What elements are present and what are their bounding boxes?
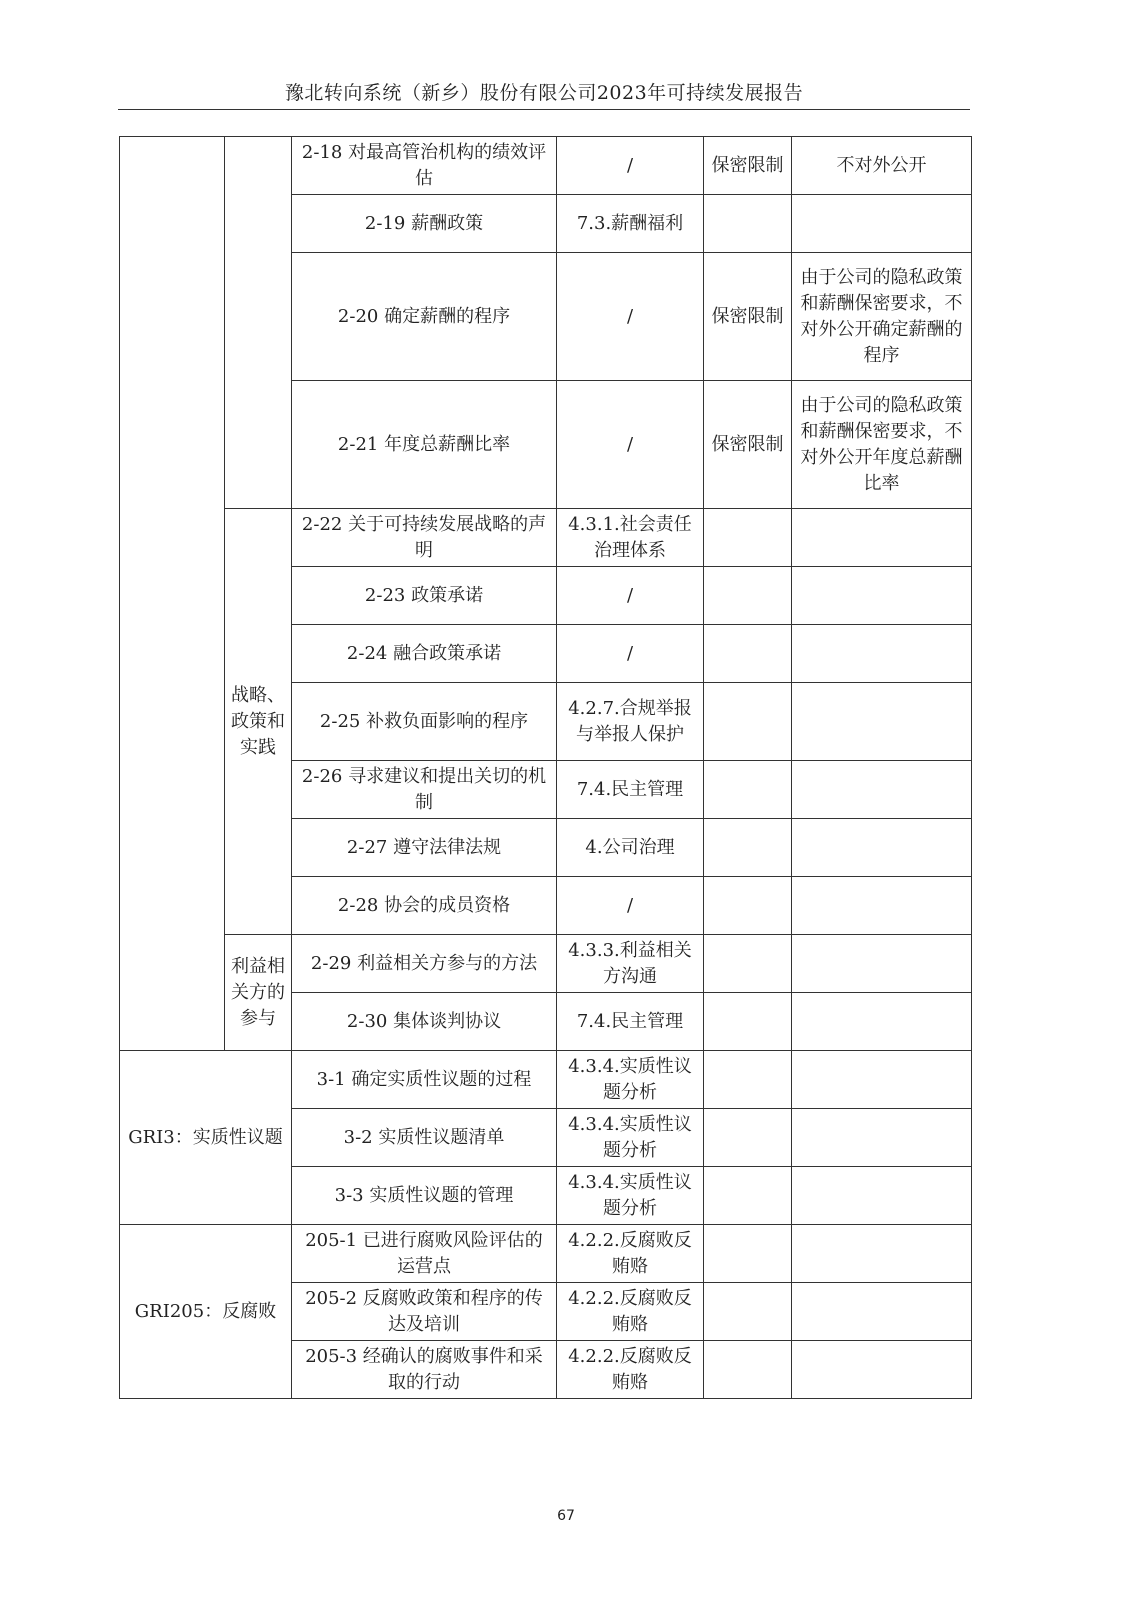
reason-cell bbox=[792, 993, 972, 1051]
indicator-cell: 2-25 补救负面影响的程序 bbox=[292, 683, 557, 761]
indicator-cell: 2-18 对最高管治机构的绩效评估 bbox=[292, 137, 557, 195]
omission-cell: 保密限制 bbox=[704, 381, 792, 509]
location-cell: 4.3.1.社会责任治理体系 bbox=[557, 509, 704, 567]
reason-cell bbox=[792, 1225, 972, 1283]
indicator-cell: 205-2 反腐败政策和程序的传达及培训 bbox=[292, 1283, 557, 1341]
reason-cell bbox=[792, 877, 972, 935]
reason-cell bbox=[792, 195, 972, 253]
reason-cell bbox=[792, 1283, 972, 1341]
location-cell: 4.3.4.实质性议题分析 bbox=[557, 1167, 704, 1225]
page-header: 豫北转向系统（新乡）股份有限公司2023年可持续发展报告 bbox=[284, 82, 804, 104]
location-cell: 4.3.4.实质性议题分析 bbox=[557, 1109, 704, 1167]
omission-cell bbox=[704, 1109, 792, 1167]
omission-cell bbox=[704, 195, 792, 253]
table-row bbox=[120, 935, 972, 993]
indicator-cell: 2-19 薪酬政策 bbox=[292, 195, 557, 253]
omission-cell: 保密限制 bbox=[704, 137, 792, 195]
location-cell: / bbox=[557, 253, 704, 381]
reason-cell bbox=[792, 683, 972, 761]
location-cell: 4.2.2.反腐败反贿赂 bbox=[557, 1225, 704, 1283]
reason-cell bbox=[792, 1341, 972, 1399]
table-row bbox=[120, 1051, 972, 1109]
indicator-cell: 205-1 已进行腐败风险评估的运营点 bbox=[292, 1225, 557, 1283]
omission-cell bbox=[704, 761, 792, 819]
location-cell: 4.3.3.利益相关方沟通 bbox=[557, 935, 704, 993]
reason-cell bbox=[792, 567, 972, 625]
indicator-cell: 3-3 实质性议题的管理 bbox=[292, 1167, 557, 1225]
indicator-cell: 2-21 年度总薪酬比率 bbox=[292, 381, 557, 509]
location-cell: / bbox=[557, 567, 704, 625]
table-row bbox=[120, 137, 972, 195]
header-rule bbox=[118, 109, 970, 110]
reason-cell bbox=[792, 761, 972, 819]
location-cell: / bbox=[557, 877, 704, 935]
location-cell: 7.3.薪酬福利 bbox=[557, 195, 704, 253]
omission-cell bbox=[704, 877, 792, 935]
omission-cell bbox=[704, 1341, 792, 1399]
indicator-cell: 2-29 利益相关方参与的方法 bbox=[292, 935, 557, 993]
reason-cell bbox=[792, 935, 972, 993]
indicator-cell: 3-2 实质性议题清单 bbox=[292, 1109, 557, 1167]
indicator-cell: 3-1 确定实质性议题的过程 bbox=[292, 1051, 557, 1109]
location-cell: 7.4.民主管理 bbox=[557, 993, 704, 1051]
omission-cell bbox=[704, 625, 792, 683]
indicator-cell: 2-30 集体谈判协议 bbox=[292, 993, 557, 1051]
location-cell: / bbox=[557, 625, 704, 683]
location-cell: 4.2.2.反腐败反贿赂 bbox=[557, 1341, 704, 1399]
reason-cell bbox=[792, 509, 972, 567]
omission-cell bbox=[704, 1283, 792, 1341]
location-cell: / bbox=[557, 137, 704, 195]
location-cell: / bbox=[557, 381, 704, 509]
governance-subcategory-cell bbox=[225, 137, 292, 509]
indicator-cell: 2-20 确定薪酬的程序 bbox=[292, 253, 557, 381]
reason-cell: 由于公司的隐私政策和薪酬保密要求，不对外公开确定薪酬的程序 bbox=[792, 253, 972, 381]
omission-cell: 保密限制 bbox=[704, 253, 792, 381]
reason-cell: 不对外公开 bbox=[792, 137, 972, 195]
omission-cell bbox=[704, 819, 792, 877]
omission-cell bbox=[704, 567, 792, 625]
reason-cell: 由于公司的隐私政策和薪酬保密要求，不对外公开年度总薪酬比率 bbox=[792, 381, 972, 509]
gri205-category-cell: GRI205：反腐败 bbox=[120, 1225, 292, 1399]
strategy-subcategory-cell: 战略、政策和实践 bbox=[225, 509, 292, 935]
location-cell: 7.4.民主管理 bbox=[557, 761, 704, 819]
indicator-cell: 2-28 协会的成员资格 bbox=[292, 877, 557, 935]
omission-cell bbox=[704, 935, 792, 993]
location-cell: 4.2.2.反腐败反贿赂 bbox=[557, 1283, 704, 1341]
omission-cell bbox=[704, 1225, 792, 1283]
location-cell: 4.3.4.实质性议题分析 bbox=[557, 1051, 704, 1109]
reason-cell bbox=[792, 625, 972, 683]
omission-cell bbox=[704, 683, 792, 761]
gri3-category-cell: GRI3：实质性议题 bbox=[120, 1051, 292, 1225]
indicator-cell: 2-26 寻求建议和提出关切的机制 bbox=[292, 761, 557, 819]
indicator-cell: 2-27 遵守法律法规 bbox=[292, 819, 557, 877]
indicator-cell: 205-3 经确认的腐败事件和采取的行动 bbox=[292, 1341, 557, 1399]
omission-cell bbox=[704, 1051, 792, 1109]
omission-cell bbox=[704, 509, 792, 567]
omission-cell bbox=[704, 993, 792, 1051]
table-row bbox=[120, 1225, 972, 1283]
indicator-cell: 2-22 关于可持续发展战略的声明 bbox=[292, 509, 557, 567]
indicator-cell: 2-23 政策承诺 bbox=[292, 567, 557, 625]
reason-cell bbox=[792, 1167, 972, 1225]
page-number: 67 bbox=[557, 1508, 575, 1524]
reason-cell bbox=[792, 819, 972, 877]
stakeholder-subcategory-cell: 利益相关方的参与 bbox=[225, 935, 292, 1051]
table-row bbox=[120, 509, 972, 567]
gri-index-table bbox=[119, 136, 972, 1399]
reason-cell bbox=[792, 1109, 972, 1167]
indicator-cell: 2-24 融合政策承诺 bbox=[292, 625, 557, 683]
location-cell: 4.公司治理 bbox=[557, 819, 704, 877]
reason-cell bbox=[792, 1051, 972, 1109]
omission-cell bbox=[704, 1167, 792, 1225]
gri2-category-cell bbox=[120, 137, 225, 1051]
location-cell: 4.2.7.合规举报与举报人保护 bbox=[557, 683, 704, 761]
